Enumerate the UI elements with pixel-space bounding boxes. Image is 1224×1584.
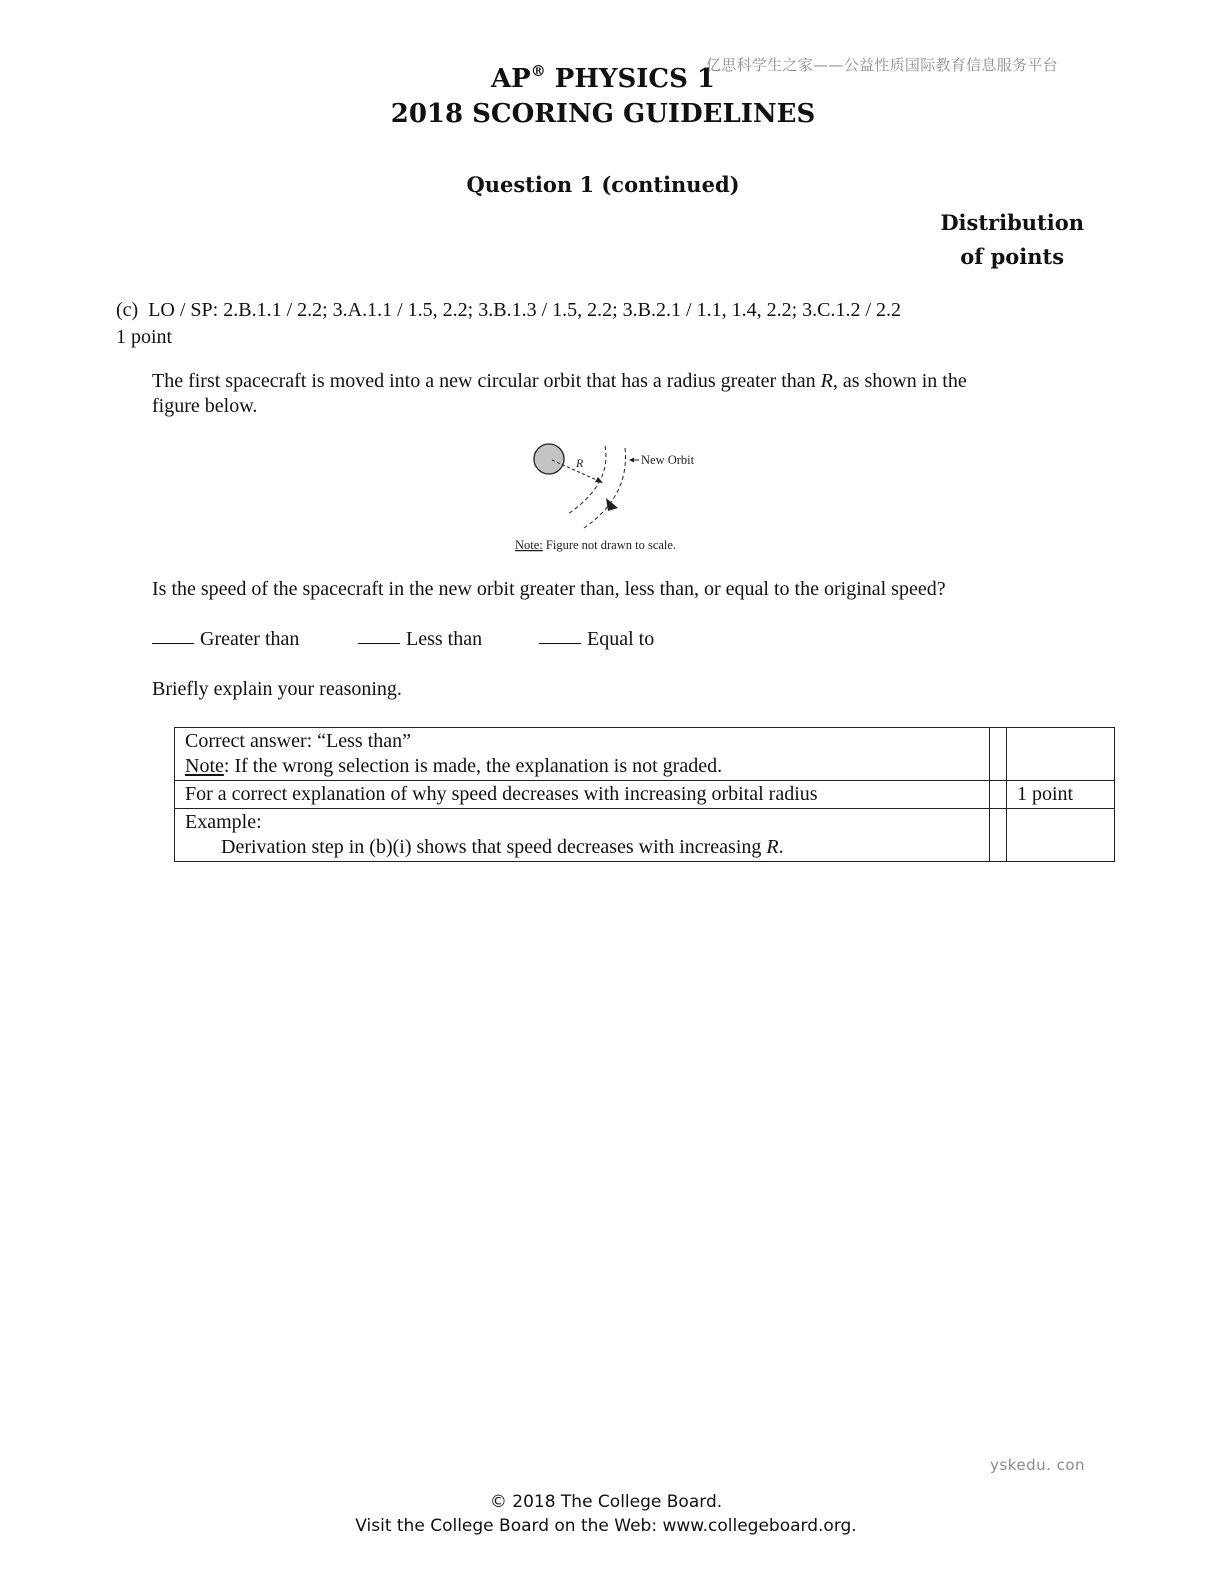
new-orbit-label: New Orbit <box>641 453 695 467</box>
example-text-2: . <box>778 836 784 858</box>
rubric-note <box>185 754 979 779</box>
planet-icon <box>534 444 564 474</box>
option-greater <box>152 627 299 652</box>
rubric-table <box>174 727 1115 862</box>
option-less <box>358 627 482 652</box>
question-title: Question 1 (continued) <box>466 172 740 197</box>
prompt-radius-var: R <box>820 370 833 392</box>
rubric-cell-points <box>1007 728 1115 781</box>
part-points: 1 point <box>116 326 173 348</box>
rubric-cell-text <box>175 728 990 781</box>
rubric-cell-text <box>175 809 990 862</box>
site-watermark: yskedu. con <box>990 1456 1086 1474</box>
rubric-cell-spacer <box>990 781 1007 809</box>
part-prompt <box>152 369 1102 419</box>
answer-blank <box>539 627 581 644</box>
rubric-note-label: Note <box>185 755 224 777</box>
figure-note <box>515 538 676 552</box>
figure-note-text: Figure not drawn to scale. <box>542 538 677 552</box>
option-label: Less than <box>406 628 483 650</box>
distribution-line1: Distribution <box>940 210 1084 235</box>
question-text: Is the speed of the spacecraft in the new orbit greater than, less than, or equal to the original speed? <box>152 578 946 600</box>
page-title <box>0 62 1206 94</box>
spacecraft-icon <box>606 498 618 511</box>
example-text-1: Derivation step in (b)(i) shows that speed decreases with increasing <box>221 836 767 858</box>
rubric-cell-points <box>1007 809 1115 862</box>
prompt-text-3: figure below. <box>152 395 258 417</box>
orbit-figure <box>500 436 720 556</box>
figure-note-label: Note: <box>515 538 543 552</box>
rubric-cell-points: 1 point <box>1007 781 1115 809</box>
option-label: Greater than <box>200 628 300 650</box>
answer-blank <box>358 627 400 644</box>
rubric-row-example <box>175 809 1115 862</box>
example-radius-var: R <box>766 836 779 858</box>
new-orbit-path <box>584 448 625 528</box>
example-text <box>185 835 979 860</box>
part-header <box>116 298 901 323</box>
orbit-pointer-arrowhead <box>629 458 634 463</box>
rubric-cell-spacer <box>990 728 1007 781</box>
title-prefix: AP <box>490 64 531 94</box>
prompt-text-1: The first spacecraft is moved into a new circular orbit that has a radius greater than <box>152 370 821 392</box>
part-label: (c) <box>116 299 139 321</box>
distribution-heading <box>940 206 1084 274</box>
option-equal <box>539 627 654 652</box>
watermark-text: 亿思科学生之家——公益性质国际教育信息服务平台 <box>706 56 1058 74</box>
rubric-row-explanation <box>175 781 1115 809</box>
option-label: Equal to <box>587 628 655 650</box>
prompt-text-2: , as shown in the <box>832 370 967 392</box>
rubric-cell-text: For a correct explanation of why speed decreases with increasing orbital radius <box>175 781 990 809</box>
rubric-row-answer <box>175 728 1115 781</box>
distribution-line2: of points <box>960 244 1065 269</box>
lo-sp-text: LO / SP: 2.B.1.1 / 2.2; 3.A.1.1 / 1.5, 2.2; 3.B.1.3 / 1.5, 2.2; 3.B.2.1 / 1.1, 1.4, 2.2; 3.C.1.2 / 2.2 <box>148 299 902 321</box>
footer-copyright: © 2018 The College Board. <box>489 1492 723 1512</box>
rubric-note-text: : If the wrong selection is made, the explanation is not graded. <box>223 755 723 777</box>
rubric-cell-spacer <box>990 809 1007 862</box>
correct-answer: Correct answer: “Less than” <box>185 730 412 752</box>
example-label: Example: <box>185 811 262 833</box>
radius-label: R <box>576 456 584 470</box>
title-suffix: PHYSICS 1 <box>545 64 715 94</box>
footer-website: Visit the College Board on the Web: www.collegeboard.org. <box>355 1516 857 1536</box>
explain-prompt: Briefly explain your reasoning. <box>152 678 402 700</box>
registered-mark: ® <box>530 62 546 80</box>
answer-blank <box>152 627 194 644</box>
page-subtitle: 2018 SCORING GUIDELINES <box>390 99 816 129</box>
